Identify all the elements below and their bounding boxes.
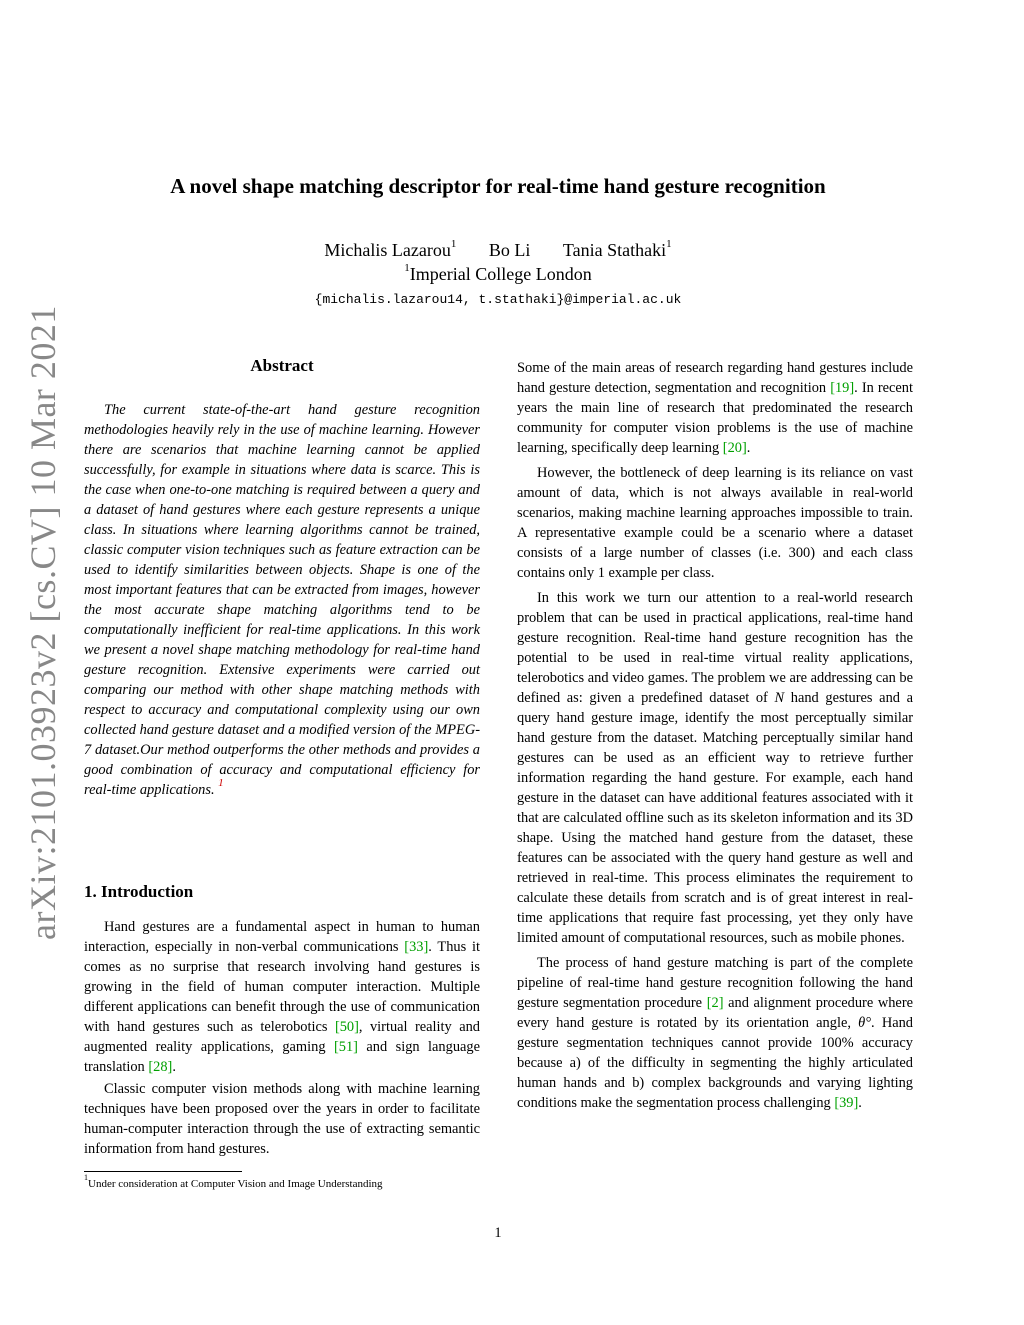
author-affiliation-mark: 1	[450, 238, 457, 250]
author-list	[0, 240, 996, 261]
paper-title: A novel shape matching descriptor for real-time hand gesture recognition	[170, 174, 826, 198]
author-affiliation-mark: 1	[666, 238, 672, 250]
right-column	[517, 358, 913, 1113]
text-run: Some of the main areas of research regarding hand gestures include hand gesture detection, segmentation and recognition	[517, 360, 913, 396]
affiliation-name: Imperial College London	[409, 264, 592, 284]
right-paragraph-1	[517, 358, 913, 458]
text-run: , virtual reality and augmented reality applications, gaming	[84, 1019, 480, 1055]
citation-link[interactable]: [19]	[830, 380, 855, 396]
citation-link[interactable]: [28]	[148, 1059, 173, 1075]
citation-link[interactable]: [51]	[333, 1039, 358, 1055]
text-run: . Hand gesture segmentation techniques cannot provide 100% accuracy because a) of the difficulty in segmenting the highly articulated human hands and b) complex backgrounds and varying lighting conditions make the segmentation process challenging	[517, 1015, 913, 1111]
arxiv-stamp: arXiv:2101.03923v2 [cs.CV] 10 Mar 2021	[23, 305, 63, 940]
text-run: .	[858, 1095, 862, 1111]
citation-link[interactable]: [20]	[722, 440, 747, 456]
footnote	[84, 1173, 504, 1192]
affiliation	[0, 264, 996, 285]
author-name: Bo Li	[488, 240, 531, 260]
citation-link[interactable]: [50]	[334, 1019, 359, 1035]
text-run: and sign language translation	[84, 1039, 480, 1075]
right-paragraph-4	[517, 953, 913, 1113]
introduction-left-column	[84, 917, 480, 1159]
intro-paragraph-1	[84, 917, 480, 1077]
affiliation-mark: 1	[404, 262, 410, 274]
author-lazarou	[324, 240, 456, 261]
text-run: Hand gestures are a fundamental aspect in human to human interaction, especially in non-verbal communications	[84, 919, 480, 955]
text-run: In this work we turn our attention to a real-world research problem that can be used in practical applications, real-time hand gesture recognition. Real-time hand gesture recognition has the potential to be used in real-time virtual reality applications, telerobotics and video games. The problem we are addressing can be defined as: given a predefined dataset of	[517, 590, 913, 706]
text-run: .	[172, 1059, 176, 1075]
abstract-body	[84, 400, 480, 800]
author-name: Tania Stathaki	[562, 240, 667, 260]
footnote-link[interactable]: 1	[218, 777, 224, 790]
footnote-text: Under consideration at Computer Vision and Image Understanding	[88, 1178, 383, 1190]
text-run: . In recent years the main line of research that predominated the research community for computer vision problems is the use of machine learning, specifically deep learning	[517, 380, 913, 456]
citation-link[interactable]: [33]	[404, 939, 429, 955]
citation-link[interactable]: [2]	[706, 995, 724, 1011]
right-paragraph-2: However, the bottleneck of deep learning is its reliance on vast amount of data, which is not always available in real-world scenarios, making machine learning approaches impossible to train. A representative example could be a scenario where a dataset consists of a large number of classes (i.e. 300) and each class contains only 1 example per class.	[517, 465, 913, 581]
text-run: hand gestures and a query hand gesture image, identify the most perceptually similar hand gesture from the dataset. Matching perceptually similar hand gestures can be used as an efficient way to retrieve further information regarding the hand gesture. For example, each hand gesture in the dataset can have additional features associated with it that are calculated offline such as its skeleton information and its 3D shape. Using the matched hand gesture from the dataset, these features can be associated with the query hand gesture as well and retrieved in real-time. This process eliminates the requirement to calculate these details from scratch and is of great interest in real-time applications that require fast processing, yet they only have limited amount of computational resources, such as mobile phones.	[517, 690, 913, 946]
citation-link[interactable]: [39]	[834, 1095, 859, 1111]
author-name: Michalis Lazarou	[324, 240, 451, 260]
intro-paragraph-2: Classic computer vision methods along with machine learning techniques have been proposed over the years in order to facilitate human-computer interaction through the use of extracting semantic information from hand gestures.	[84, 1081, 480, 1157]
page-number: 1	[494, 1225, 502, 1241]
footnote-divider	[84, 1171, 242, 1172]
abstract-text: The current state-of-the-art hand gesture recognition methodologies heavily rely in the use of machine learning. However there are scenarios that machine learning cannot be applied successfully, for example in situations where data is scarce. This is the case when one-to-one matching is required between a query and a dataset of hand gestures where each gesture represents a unique class. In situations where learning algorithms cannot be trained, classic computer vision techniques such as feature extraction can be used to identify similarities between objects. Shape is one of the most important features that can be extracted from images, however the most accurate shape matching algorithms tend to be computationally inefficient for real-time applications. In this work we present a novel shape matching methodology for real-time hand gesture recognition. Extensive experiments were carried out comparing our method with other shape matching methods with respect to accuracy and computational complexity using our own collected hand gesture dataset and a modified version of the MPEG-7 dataset.Our method outperforms the other methods and provides a good combination of accuracy and computational efficiency for real-time applications.	[84, 402, 480, 798]
math-theta: θ°	[858, 1015, 871, 1031]
footnote-mark: 1	[84, 1173, 88, 1183]
author-stathaki	[563, 240, 672, 261]
section-heading-introduction: 1. Introduction	[84, 882, 194, 901]
text-run: The process of hand gesture matching is part of the complete pipeline of real-time hand gesture recognition following the hand gesture segmentation procedure	[517, 955, 913, 1011]
math-variable-n: N	[774, 690, 785, 706]
text-run: . Thus it comes as no surprise that research involving hand gestures is growing in the field of human computer interaction. Multiple different applications can benefit through the use of communication with hand gestures such as telerobotics	[84, 939, 480, 1035]
text-run: .	[746, 440, 751, 456]
abstract-heading: Abstract	[250, 356, 314, 375]
author-emails: {michalis.lazarou14, t.stathaki}@imperial.ac.uk	[314, 292, 682, 307]
text-run: and alignment procedure where every hand gesture is rotated by its orientation angle,	[517, 995, 913, 1031]
author-li	[489, 240, 531, 261]
right-paragraph-3	[517, 588, 913, 948]
